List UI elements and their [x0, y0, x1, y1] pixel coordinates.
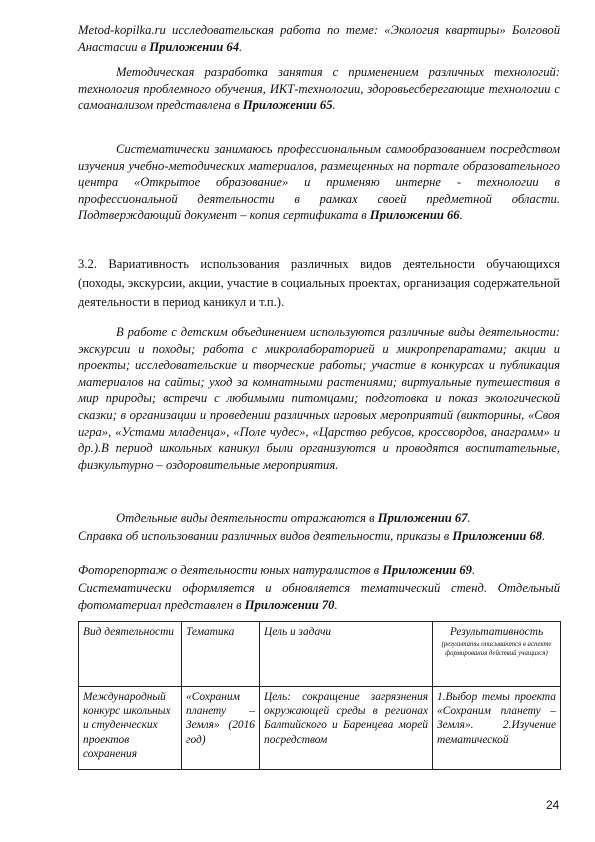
- paragraph-activity-types: В работе с детским объединением используются различные виды деятельности: экскурсии и походы; работа с микролабораторией и микропрепаратами; акции и проекты; исследовательские и творческие работы; участие в конкурсах и публикация материалов на сайты; уход за комнатными растениями; виртуальные путешествия в мир природы; встречи с любимыми питомцами; подготовка и показ экологической сказки; в организации и проведении различных игровых мероприятий (викторины, «Своя игра», «Устами младенца», «Поле чудес», «Царство ребусов, кроссвордов, анаграмм» и др.).В период школьных каникул были организуются и проводятся воспитательные, физкультурно – оздоровительные мероприятия.: [78, 325, 560, 472]
- table-header-cell: Результативность (результаты описываются в аспекте формирования действий учащихся): [433, 622, 561, 687]
- appendix-reference: Приложении 66: [369, 208, 460, 223]
- table-header-cell: Вид деятельности: [79, 622, 182, 687]
- paragraph-appendix-64: Metod-kopilka.ru исследовательская работа по теме: «Экология квартиры» Болговой Анастасии в Приложении 64.: [78, 23, 560, 54]
- paragraph-appendix-68: Справка об использовании различных видов деятельности, приказы в Приложении 68.: [78, 529, 546, 543]
- appendix-reference: Приложении 69: [382, 563, 472, 577]
- paragraph-text: Методическая разработка занятия с применением различных технологий: технология проблемного обучения, ИКТ-технологии, здоровьесберегающие технологии с самоанализом представлена в: [78, 65, 560, 113]
- paragraph-text: Отдельные виды деятельности отражаются в: [116, 511, 378, 525]
- paragraph-appendix-67: Отдельные виды деятельности отражаются в Приложении 67.: [116, 511, 471, 525]
- paragraph-text: Справка об использовании различных видов деятельности, приказы в: [78, 529, 453, 543]
- table-cell: 1.Выбор темы проекта «Сохраним планету – Земля». 2.Изучение тематической: [433, 687, 561, 770]
- table-header-note: (результаты описываются в аспекте формирования действий учащихся): [441, 641, 552, 657]
- table-cell: Международный конкурс школьных и студенческих проектов сохранения: [79, 687, 182, 770]
- paragraph-text: Фоторепортаж о деятельности юных натуралистов в: [78, 563, 383, 577]
- paragraph-appendix-69: Фоторепортаж о деятельности юных натуралистов в Приложении 69.: [78, 563, 476, 577]
- appendix-reference: Приложении 70: [244, 597, 335, 612]
- paragraph-appendix-66: Систематически занимаюсь профессиональным самообразованием посредством изучения учебно-методических материалов, размещенных на портале образовательного центра «Открытое образование» и применяю интерне - технологии в профессиональной деятельности в рамках своей предметной области. Подтверждающий документ – копия сертификата в Приложении 66.: [78, 142, 560, 223]
- activity-table: [78, 621, 561, 770]
- paragraph-appendix-70: Систематически оформляется и обновляется тематический стенд. Отдельный фотоматериал представлен в Приложении 70.: [78, 581, 560, 612]
- page-number: 24: [546, 798, 560, 812]
- appendix-reference: Приложении 67: [377, 511, 468, 525]
- appendix-reference: Приложении 65: [242, 98, 333, 113]
- table-header-cell: Цель и задачи: [260, 622, 433, 687]
- table-header-row: [79, 622, 561, 687]
- paragraph-text: Metod-kopilka.ru исследовательская работа по теме: «Экология квартиры» Болговой Анастасии в: [78, 23, 560, 54]
- appendix-reference: Приложении 68: [452, 529, 543, 543]
- table-cell: «Сохраним планету – Земля» (2016 год): [182, 687, 260, 770]
- table-cell: Цель: сокращение загрязнения окружающей среды в регионах Балтийского и Баренцева морей посредством: [260, 687, 433, 770]
- paragraph-appendix-65: Методическая разработка занятия с применением различных технологий: технология проблемного обучения, ИКТ-технологии, здоровьесберегающие технологии с самоанализом представлена в Приложении 65.: [78, 65, 560, 113]
- table-row: [79, 687, 561, 770]
- appendix-reference: Приложении 64: [149, 39, 240, 54]
- paragraph-text: Систематически занимаюсь профессиональным самообразованием посредством изучения учебно-методических материалов, размещенных на портале образовательного центра «Открытое образование» и применяю интерне - технологии в профессиональной деятельности в рамках своей предметной области. Подтверждающий документ – копия сертификата в: [78, 142, 560, 223]
- table-header-cell: Тематика: [182, 622, 260, 687]
- paragraph-text: Систематически оформляется и обновляется тематический стенд. Отдельный фотоматериал представлен в: [78, 581, 560, 612]
- section-heading-3-2: 3.2. Вариативность использования различных видов деятельности обучающихся (походы, экскурсии, акции, участие в социальных проектах, организация содержательной деятельности в период каникул и т.п.).: [78, 257, 560, 309]
